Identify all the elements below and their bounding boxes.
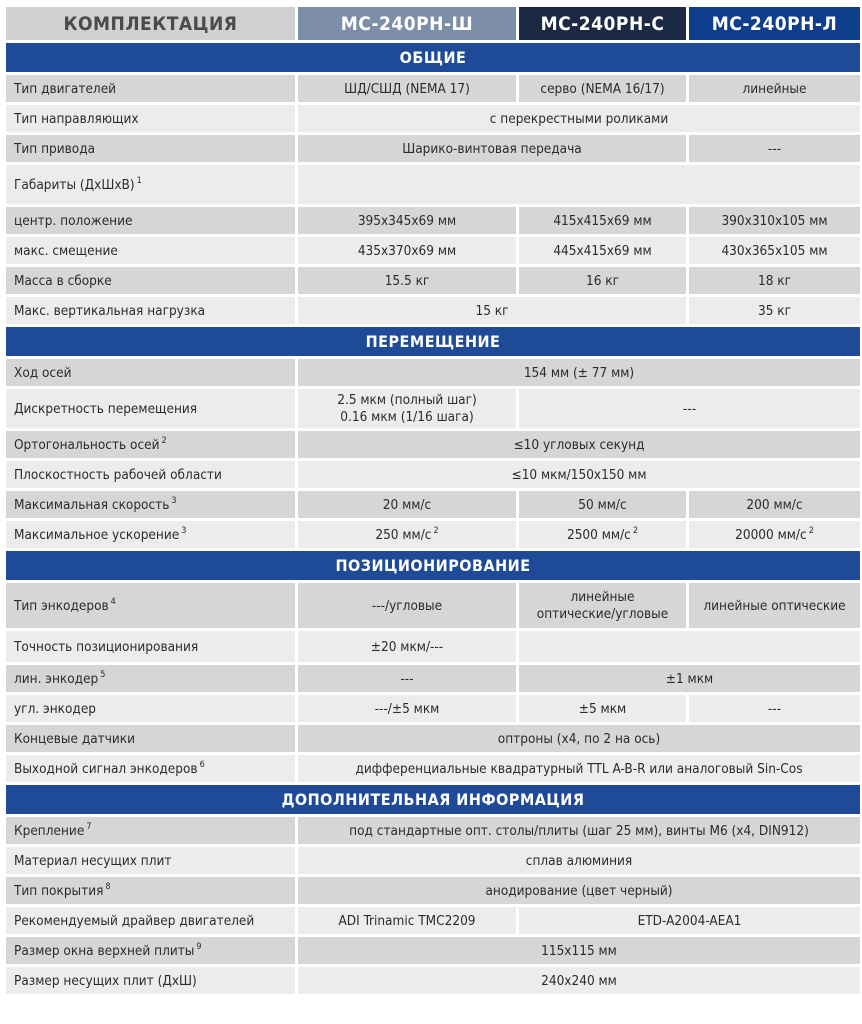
cell-value	[298, 389, 516, 428]
row-label: Ход осей	[6, 359, 295, 386]
table-row	[6, 135, 860, 162]
table-row	[6, 105, 860, 132]
spec-table	[3, 4, 862, 997]
cell-value: 435x370x69 мм	[298, 237, 516, 264]
header-model-w: МС-240РН-Ш	[298, 7, 516, 40]
cell-value: ШД/СШД (NEMA 17)	[298, 75, 516, 102]
cell-value: 115x115 мм	[298, 937, 860, 964]
label-text: Размер окна верхней плиты	[14, 943, 195, 959]
table-row	[6, 165, 860, 204]
table-row	[6, 665, 860, 692]
row-label	[6, 665, 295, 692]
row-label: Тип направляющих	[6, 105, 295, 132]
table-row	[6, 847, 860, 874]
table-row	[6, 431, 860, 458]
row-label: Дискретность перемещения	[6, 389, 295, 428]
cell-value: 240x240 мм	[298, 967, 860, 994]
cell-value: 154 мм (± 77 мм)	[298, 359, 860, 386]
section-general	[6, 43, 860, 72]
header-model-l: МС-240РН-Л	[689, 7, 860, 40]
cell-value: 18 кг	[689, 267, 860, 294]
table-row	[6, 359, 860, 386]
label-text: Максимальная скорость	[14, 497, 170, 513]
cell-value: ---/±5 мкм	[298, 695, 516, 722]
row-label	[6, 583, 295, 628]
row-label	[6, 431, 295, 458]
section-title: ДОПОЛНИТЕЛЬНАЯ ИНФОРМАЦИЯ	[6, 785, 860, 814]
label-text: Крепление	[14, 823, 85, 839]
cell-value: 430x365x105 мм	[689, 237, 860, 264]
cell-value: 16 кг	[519, 267, 686, 294]
row-label: Тип привода	[6, 135, 295, 162]
row-label	[6, 877, 295, 904]
section-title: ПЕРЕМЕЩЕНИЕ	[6, 327, 860, 356]
row-label	[6, 817, 295, 844]
footnote-mark: 6	[199, 760, 205, 770]
section-additional	[6, 785, 860, 814]
table-row	[6, 907, 860, 934]
table-row	[6, 75, 860, 102]
cell-value	[689, 521, 860, 548]
table-row	[6, 937, 860, 964]
cell-value: ---	[689, 695, 860, 722]
cell-value: 390x310x105 мм	[689, 207, 860, 234]
row-label: Размер несущих плит (ДхШ)	[6, 967, 295, 994]
label-text: Тип покрытия	[14, 883, 104, 899]
footnote-mark: 8	[105, 882, 111, 892]
cell-value: ---	[519, 389, 860, 428]
cell-value: оптроны (x4, по 2 на ось)	[298, 725, 860, 752]
cell-line: 0.16 мкм (1/16 шага)	[340, 408, 474, 425]
cell-line: линейные	[570, 588, 635, 605]
cell-value: 15.5 кг	[298, 267, 516, 294]
cell-value: ---	[298, 665, 516, 692]
table-row	[6, 237, 860, 264]
row-label: Материал несущих плит	[6, 847, 295, 874]
table-row	[6, 967, 860, 994]
cell-value: 35 кг	[689, 297, 860, 324]
table-row	[6, 267, 860, 294]
table-row	[6, 631, 860, 662]
cell-value: ---	[689, 135, 860, 162]
cell-value: 395x345x69 мм	[298, 207, 516, 234]
cell-value: 20 мм/с	[298, 491, 516, 518]
label-text: Выходной сигнал энкодеров	[14, 761, 198, 777]
cell-value: серво (NEMA 16/17)	[519, 75, 686, 102]
header-model-s: МС-240РН-С	[519, 7, 686, 40]
header-row	[6, 7, 860, 40]
cell-line: 2.5 мкм (полный шаг)	[337, 391, 477, 408]
section-title: ОБЩИЕ	[6, 43, 860, 72]
row-label: Плоскостность рабочей области	[6, 461, 295, 488]
table-row	[6, 207, 860, 234]
cell-empty	[298, 165, 860, 204]
table-row	[6, 725, 860, 752]
label-text: Тип энкодеров	[14, 598, 109, 614]
cell-empty	[519, 631, 860, 662]
footnote-mark: 2	[161, 436, 167, 446]
cell-value: ±5 мкм	[519, 695, 686, 722]
table-row	[6, 297, 860, 324]
table-row	[6, 461, 860, 488]
cell-value: под стандартные опт. столы/плиты (шаг 25 мм), винты М6 (x4, DIN912)	[298, 817, 860, 844]
footnote-mark: 3	[181, 526, 187, 536]
table-row	[6, 877, 860, 904]
table-row	[6, 817, 860, 844]
row-label: Тип двигателей	[6, 75, 295, 102]
row-label: макс. смещение	[6, 237, 295, 264]
table-row	[6, 491, 860, 518]
row-label: Макс. вертикальная нагрузка	[6, 297, 295, 324]
label-text: Ортогональность осей	[14, 437, 160, 453]
cell-value: линейные оптические	[689, 583, 860, 628]
row-label: Рекомендуемый драйвер двигателей	[6, 907, 295, 934]
section-motion	[6, 327, 860, 356]
cell-value	[519, 521, 686, 548]
cell-value: ≤10 угловых секунд	[298, 431, 860, 458]
footnote-mark: 3	[171, 496, 177, 506]
table-row	[6, 389, 860, 428]
cell-value: Шарико-винтовая передача	[298, 135, 686, 162]
cell-value: ±1 мкм	[519, 665, 860, 692]
cell-value: с перекрестными роликами	[298, 105, 860, 132]
label-text: Максимальное ускорение	[14, 527, 180, 543]
cell-value: 200 мм/с	[689, 491, 860, 518]
cell-value	[298, 521, 516, 548]
table-row	[6, 583, 860, 628]
unit-exponent: 2	[808, 526, 814, 536]
cell-value: 415x415x69 мм	[519, 207, 686, 234]
value-text: 20000 мм/с	[735, 527, 807, 543]
section-positioning	[6, 551, 860, 580]
cell-value: сплав алюминия	[298, 847, 860, 874]
value-text: 250 мм/с	[375, 527, 432, 543]
table-row	[6, 755, 860, 782]
cell-value: дифференциальные квадратурный TTL A-B-R или аналоговый Sin-Cos	[298, 755, 860, 782]
footnote-mark: 7	[86, 822, 92, 832]
row-label	[6, 521, 295, 548]
row-label	[6, 755, 295, 782]
cell-value: ADI Trinamic TMC2209	[298, 907, 516, 934]
footnote-mark: 1	[136, 176, 142, 186]
unit-exponent: 2	[632, 526, 638, 536]
cell-value: 445x415x69 мм	[519, 237, 686, 264]
row-label	[6, 491, 295, 518]
row-label: Концевые датчики	[6, 725, 295, 752]
row-label	[6, 165, 295, 204]
cell-value: анодирование (цвет черный)	[298, 877, 860, 904]
table-row	[6, 695, 860, 722]
row-label: центр. положение	[6, 207, 295, 234]
footnote-mark: 4	[110, 597, 116, 607]
cell-line: оптические/угловые	[536, 605, 669, 622]
row-label: угл. энкодер	[6, 695, 295, 722]
footnote-mark: 9	[196, 942, 202, 952]
value-text: 2500 мм/с	[566, 527, 631, 543]
cell-value: ±20 мкм/---	[298, 631, 516, 662]
label-text: Габариты (ДхШхВ)	[14, 177, 135, 193]
table-row	[6, 521, 860, 548]
footnote-mark: 5	[100, 670, 106, 680]
row-label	[6, 937, 295, 964]
unit-exponent: 2	[433, 526, 439, 536]
section-title: ПОЗИЦИОНИРОВАНИЕ	[6, 551, 860, 580]
cell-value: 50 мм/с	[519, 491, 686, 518]
cell-value: ≤10 мкм/150x150 мм	[298, 461, 860, 488]
header-label: КОМПЛЕКТАЦИЯ	[6, 7, 295, 40]
cell-value: линейные	[689, 75, 860, 102]
cell-value: 15 кг	[298, 297, 686, 324]
label-text: лин. энкодер	[14, 671, 99, 687]
cell-value: ETD-A2004-AEA1	[519, 907, 860, 934]
row-label: Масса в сборке	[6, 267, 295, 294]
cell-value: ---/угловые	[298, 583, 516, 628]
row-label: Точность позиционирования	[6, 631, 295, 662]
cell-value	[519, 583, 686, 628]
